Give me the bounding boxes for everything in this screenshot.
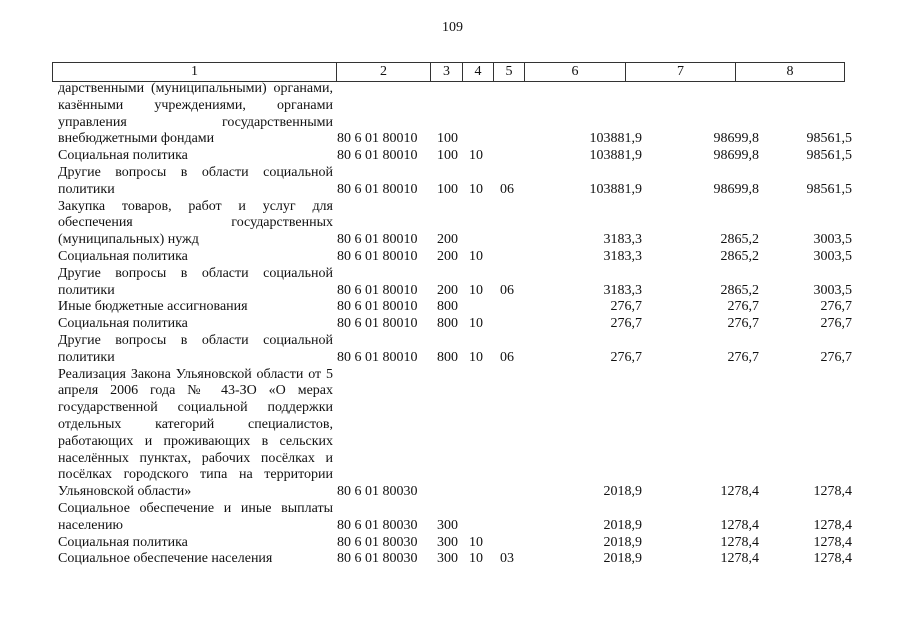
row-description: дарственными (муниципальными) органами, казёнными учреждениями, органами управления государственными внебюджетными фондами [58,81,333,147]
row-value-8: 98561,5 [806,181,852,197]
row-value-7: 276,7 [727,349,759,365]
row-value-6: 3183,3 [603,248,642,264]
row-code: 80 6 01 80010 [337,282,418,298]
row-value-8: 276,7 [820,316,852,332]
row-code: 80 6 01 80010 [337,316,418,332]
row-code: 80 6 01 80030 [337,551,418,567]
row-col-3: 800 [437,316,458,332]
table-row [58,501,852,535]
row-col-4: 10 [469,349,483,365]
row-description: Иные бюджетные ассигнования [58,299,248,315]
row-col-3: 800 [437,349,458,365]
table-row [58,299,852,316]
row-col-5: 06 [500,181,514,197]
row-col-5: 03 [500,551,514,567]
row-value-8: 1278,4 [813,551,852,567]
row-code: 80 6 01 80030 [337,534,418,550]
header-col-2: 2 [337,63,431,81]
table-header [52,62,845,82]
row-value-7: 2865,2 [720,282,759,298]
row-code: 80 6 01 80010 [337,232,418,248]
row-code: 80 6 01 80030 [337,484,418,500]
row-col-4: 10 [469,148,483,164]
row-value-7: 276,7 [727,316,759,332]
row-description: Другие вопросы в области социальной политики [58,164,333,197]
row-value-6: 103881,9 [589,181,642,197]
row-value-6: 2018,9 [603,484,642,500]
row-col-5: 06 [500,282,514,298]
header-col-6: 6 [525,63,626,81]
page-number: 109 [442,20,463,35]
table-body [58,81,852,568]
row-value-8: 98561,5 [806,148,852,164]
row-value-7: 2865,2 [720,232,759,248]
row-value-7: 1278,4 [720,484,759,500]
row-value-8: 1278,4 [813,484,852,500]
row-description: Реализация Закона Ульяновской области от 5 апреля 2006 года № 43-ЗО «О мерах государственной социальной поддержки отдельных категорий специалистов, работающих и проживающих в сельских населённых пунктах, рабочих посёлках и посёлках городского типа на территории Ульяновской области» [58,366,333,500]
row-col-3: 200 [437,232,458,248]
row-col-4: 10 [469,181,483,197]
row-value-6: 276,7 [610,299,642,315]
row-value-6: 103881,9 [589,131,642,147]
row-description: Социальное обеспечение и иные выплаты населению [58,500,333,533]
row-value-6: 2018,9 [603,534,642,550]
header-col-1: 1 [53,63,337,81]
row-value-7: 98699,8 [713,131,759,147]
row-col-3: 800 [437,299,458,315]
row-description: Социальная политика [58,316,188,332]
row-code: 80 6 01 80010 [337,148,418,164]
row-col-4: 10 [469,534,483,550]
row-code: 80 6 01 80030 [337,517,418,533]
row-value-8: 276,7 [820,299,852,315]
row-col-3: 300 [437,517,458,533]
row-description: Закупка товаров, работ и услуг для обеспечения государственных (муниципальных) нужд [58,198,333,248]
table-row [58,199,852,249]
header-col-3: 3 [431,63,463,81]
row-col-4: 10 [469,551,483,567]
row-value-8: 276,7 [820,349,852,365]
row-value-7: 98699,8 [713,148,759,164]
row-value-8: 3003,5 [813,248,852,264]
row-value-7: 1278,4 [720,517,759,533]
row-value-6: 3183,3 [603,282,642,298]
row-value-7: 1278,4 [720,534,759,550]
header-col-4: 4 [463,63,494,81]
row-description: Социальная политика [58,248,188,264]
row-value-8: 3003,5 [813,232,852,248]
row-col-3: 200 [437,282,458,298]
row-description: Социальная политика [58,148,188,164]
row-description: Социальная политика [58,534,188,550]
table-row [58,266,852,300]
row-value-6: 3183,3 [603,232,642,248]
header-col-5: 5 [494,63,525,81]
row-col-4: 10 [469,282,483,298]
row-value-7: 276,7 [727,299,759,315]
row-value-6: 276,7 [610,349,642,365]
row-value-7: 2865,2 [720,248,759,264]
row-description: Социальное обеспечение населения [58,551,273,567]
row-value-6: 2018,9 [603,517,642,533]
table-row [58,316,852,333]
row-description: Другие вопросы в области социальной политики [58,265,333,298]
row-value-7: 1278,4 [720,551,759,567]
row-description: Другие вопросы в области социальной политики [58,332,333,365]
row-col-3: 300 [437,551,458,567]
row-col-3: 100 [437,131,458,147]
header-col-8: 8 [786,64,794,79]
table-row [58,148,852,165]
header-col-7: 7 [626,63,736,81]
row-value-6: 103881,9 [589,148,642,164]
row-col-4: 10 [469,248,483,264]
row-value-6: 276,7 [610,316,642,332]
row-col-3: 300 [437,534,458,550]
row-code: 80 6 01 80010 [337,349,418,365]
row-value-8: 3003,5 [813,282,852,298]
table-row [58,165,852,199]
row-code: 80 6 01 80010 [337,131,418,147]
row-value-8: 1278,4 [813,534,852,550]
row-col-3: 100 [437,181,458,197]
row-value-8: 1278,4 [813,517,852,533]
row-value-6: 2018,9 [603,551,642,567]
table-row [58,333,852,367]
row-value-8: 98561,5 [806,131,852,147]
row-col-3: 100 [437,148,458,164]
table-row [58,81,852,148]
row-col-5: 06 [500,349,514,365]
table-row [58,535,852,552]
table-row [58,551,852,568]
table-row [58,367,852,501]
row-code: 80 6 01 80010 [337,181,418,197]
row-col-4: 10 [469,316,483,332]
row-code: 80 6 01 80010 [337,299,418,315]
row-col-3: 200 [437,248,458,264]
table-row [58,249,852,266]
row-value-7: 98699,8 [713,181,759,197]
row-code: 80 6 01 80010 [337,248,418,264]
